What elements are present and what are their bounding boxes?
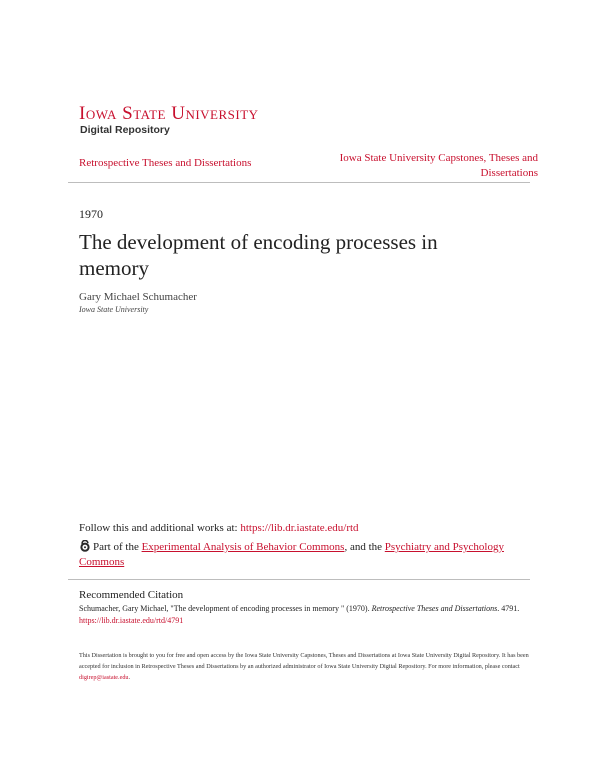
follow-line	[79, 521, 359, 535]
access-statement-text: This Dissertation is brought to you for free and open access by the Iowa State University Capstones, Theses and Dissertations at Iowa State University Digital Repository. It has been accepted for inclusion in Retrospective Theses and Dissertations by an authorized administrator of Iowa State University Digital Repository. For more information, please contact	[79, 652, 529, 670]
citation-number: . 4791.	[497, 604, 520, 613]
citation-series: Retrospective Theses and Dissertations	[371, 604, 498, 613]
logo-digital-repository[interactable]: Digital Repository	[80, 124, 170, 136]
publication-year: 1970	[79, 207, 103, 221]
access-statement-end: .	[128, 674, 131, 681]
retrospective-theses-link[interactable]: Retrospective Theses and Dissertations	[79, 157, 252, 169]
document-title: The development of encoding processes in memory	[79, 230, 438, 280]
psychiatry-psychology-link[interactable]: Psychiatry and Psychology Commons	[79, 541, 504, 568]
capstones-theses-link[interactable]: Iowa State University Capstones, Theses and Dissertations	[339, 152, 538, 179]
experimental-analysis-link[interactable]: Experimental Analysis of Behavior Commons	[141, 541, 345, 553]
part-of-prefix: Part of the	[93, 541, 142, 553]
part-of-line	[79, 540, 519, 570]
contact-email-link[interactable]: digirep@iastate.edu	[79, 674, 129, 681]
recommended-citation-heading: Recommended Citation	[79, 589, 184, 601]
citation-divider	[68, 579, 530, 580]
citation-text	[79, 603, 529, 627]
author-name: Gary Michael Schumacher	[79, 291, 197, 303]
citation-body: Schumacher, Gary Michael, "The development of encoding processes in memory " (1970).	[79, 604, 372, 613]
open-access-icon	[79, 540, 91, 552]
follow-prefix: Follow this and additional works at:	[79, 522, 241, 534]
part-of-mid: , and the	[344, 541, 385, 553]
header-divider	[68, 182, 530, 183]
citation-url-link[interactable]: https://lib.dr.iastate.edu/rtd/4791	[79, 616, 184, 625]
author-affiliation: Iowa State University	[79, 305, 149, 314]
access-statement	[79, 650, 529, 683]
follow-url-link[interactable]: https://lib.dr.iastate.edu/rtd	[240, 522, 359, 534]
logo-university-name[interactable]: Iowa State University	[79, 103, 259, 124]
